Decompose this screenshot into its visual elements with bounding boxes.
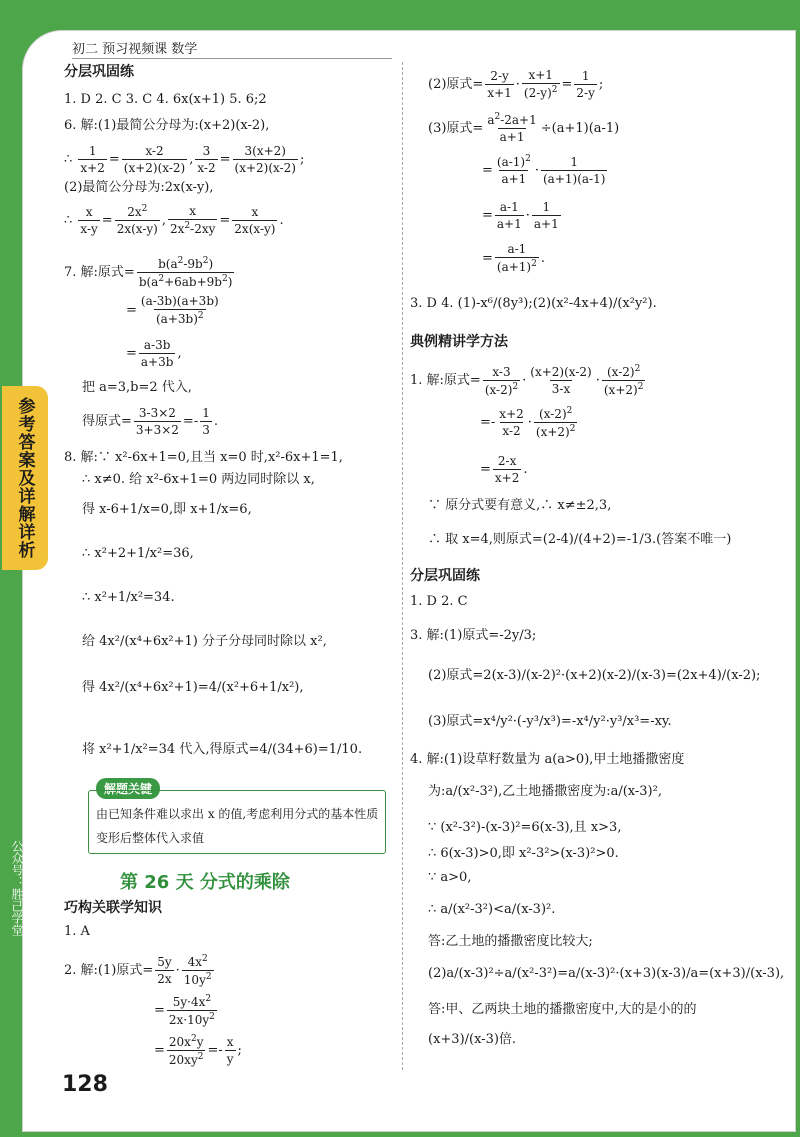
formula-line: ∴ x x-y = $2x^2$ 2x(x-y) , x $2x^2-2xy$ = x 2x(x-y) .	[64, 204, 284, 237]
formula-line: 7. 解:原式= $\frac{b(a^2-9b^2)}{b(a^2+6ab+9b^2)}$	[64, 256, 233, 290]
answer-line: ∴ x²+2+1/x²=36,	[82, 546, 194, 561]
section-heading: 分层巩固练	[64, 64, 134, 80]
formula-line: 1. 解:原式= $\frac{x-3}{(x-2)^2}$ · (x+2)(x-2) 3-x · $(x-2)^2$ $(x+2)^2$	[410, 364, 644, 398]
answer-line: ∴ x≠0. 给 x²-6x+1=0 两边同时除以 x,	[82, 472, 315, 487]
column-divider	[402, 62, 403, 1070]
answer-line: 为:a/(x²-3²),乙土地播撒密度为:a/(x-3)²,	[428, 784, 662, 799]
answer-line: 1. A	[64, 924, 90, 939]
key-tip-text: 由已知条件难以求出 x 的值,考虑利用分式的基本性质变形后整体代入求值	[96, 807, 379, 845]
formula-line: =- x+2 x-2 · $(x-2)^2$ $(x+2)^2$	[480, 406, 576, 440]
answer-line: 1. D 2. C	[410, 594, 468, 609]
answer-line: ∵ a>0,	[428, 870, 472, 885]
section-heading: 巧构关联学知识	[64, 900, 162, 916]
answer-line: 6. 解:(1)最简公分母为:(x+2)(x-2),	[64, 118, 270, 133]
answer-line: 得 4x²/(x⁴+6x²+1)=4/(x²+6+1/x²),	[82, 680, 304, 695]
formula-line: = a-1 $(a+1)^2$ .	[482, 242, 545, 275]
answer-line: 把 a=3,b=2 代入,	[82, 380, 192, 395]
formula-line: = $(a-1)^2$ a+1 · 1 (a+1)(a-1)	[482, 154, 606, 187]
formula-line: = a-3b a+3b ,	[126, 338, 182, 370]
side-note: 公众号：胜己学堂	[10, 840, 24, 936]
page-number: 128	[62, 1072, 108, 1097]
answer-line: ∵ 原分式要有意义,∴ x≠±2,3,	[428, 498, 612, 513]
answer-line: (2)原式=2(x-3)/(x-2)²·(x+2)(x-2)/(x-3)=(2x+4)/(x-2);	[428, 668, 761, 683]
answer-line: ∵ (x²-3²)-(x-3)²=6(x-3),且 x>3,	[428, 820, 622, 835]
formula-line: (3)原式= $\frac{a^2-2a+1}{a+1}$ ÷(a+1)(a-1)	[428, 112, 620, 145]
answer-line: 8. 解:∵ x²-6x+1=0,且当 x=0 时,x²-6x+1=1,	[64, 450, 343, 465]
answer-line: 得 x-6+1/x=0,即 x+1/x=6,	[82, 502, 252, 517]
formula-line: = (a-3b)(a+3b) $(a+3b)^2$	[126, 294, 219, 327]
answer-line: 3. 解:(1)原式=-2y/3;	[410, 628, 537, 643]
answer-line: 4. 解:(1)设草籽数量为 a(a>0),甲土地播撒密度	[410, 752, 685, 767]
answer-line: ∴ a/(x²-3²)<a/(x-3)².	[428, 902, 556, 917]
formula-line: 得原式= $\frac{3-3\times 2}{3+3\times 2}$ =- 1 3 .	[82, 406, 218, 438]
answer-line: (2)最简公分母为:2x(x-y),	[64, 180, 214, 195]
answer-line: 3. D 4. (1)-x⁶/(8y³);(2)(x²-4x+4)/(x²y²).	[410, 296, 657, 311]
running-header: 初二 预习视频课 数学	[72, 38, 197, 57]
answer-line: (x+3)/(x-3)倍.	[428, 1032, 517, 1047]
formula-line: = 2-x x+2 .	[480, 454, 528, 486]
answer-section-tab: 参考答案及详解详析	[2, 386, 48, 570]
answer-line: ∴ 取 x=4,则原式=(2-4)/(4+2)=-1/3.(答案不唯一)	[428, 532, 732, 547]
answer-line: 答:乙土地的播撒密度比较大;	[428, 934, 593, 949]
section-heading: 分层巩固练	[410, 568, 480, 584]
answer-line: 给 4x²/(x⁴+6x²+1) 分子分母同时除以 x²,	[82, 634, 327, 649]
formula-line: 2. 解:(1)原式= $\frac{5y}{2x}$ · $4x^2$ $10y^2$	[64, 954, 212, 988]
formula-line: ∴ 1 x+2 = x-2 (x+2)(x-2) , 3 x-2 = 3(x+2) (x+2)(x-2) ;	[64, 144, 305, 176]
formula-line: (2)原式= $\frac{2-y}{x+1}$ · x+1 $(2-y)^2$ = 1 2-y ;	[428, 68, 604, 101]
answer-line: 答:甲、乙两块土地的播撒密度中,大的是小的的	[428, 1002, 697, 1017]
answer-line: ∴ 6(x-3)>0,即 x²-3²>(x-3)²>0.	[428, 846, 619, 861]
formula-line: = $5y\cdot 4x^2$ $2x\cdot 10y^2$	[154, 994, 215, 1028]
answer-line: 将 x²+1/x²=34 代入,得原式=4/(34+6)=1/10.	[82, 742, 363, 757]
answer-line: 1. D 2. C 3. C 4. 6x(x+1) 5. 6;2	[64, 92, 267, 107]
lesson-title: 第 26 天 分式的乘除	[120, 872, 290, 893]
formula-line: = $20x^2y$ $20xy^2$ =- x y ;	[154, 1034, 242, 1068]
answer-line: (2)a/(x-3)²÷a/(x²-3²)=a/(x-3)²·(x+3)(x-3)/a=(x+3)/(x-3),	[428, 966, 785, 981]
answer-line: ∴ x²+1/x²=34.	[82, 590, 175, 605]
key-tip-badge: 解题关键	[96, 778, 160, 799]
formula-line: = a-1 a+1 · 1 a+1	[482, 200, 559, 232]
section-heading: 典例精讲学方法	[410, 334, 508, 350]
answer-line: (3)原式=x⁴/y²·(-y³/x³)=-x⁴/y²·y³/x³=-xy.	[428, 714, 672, 729]
